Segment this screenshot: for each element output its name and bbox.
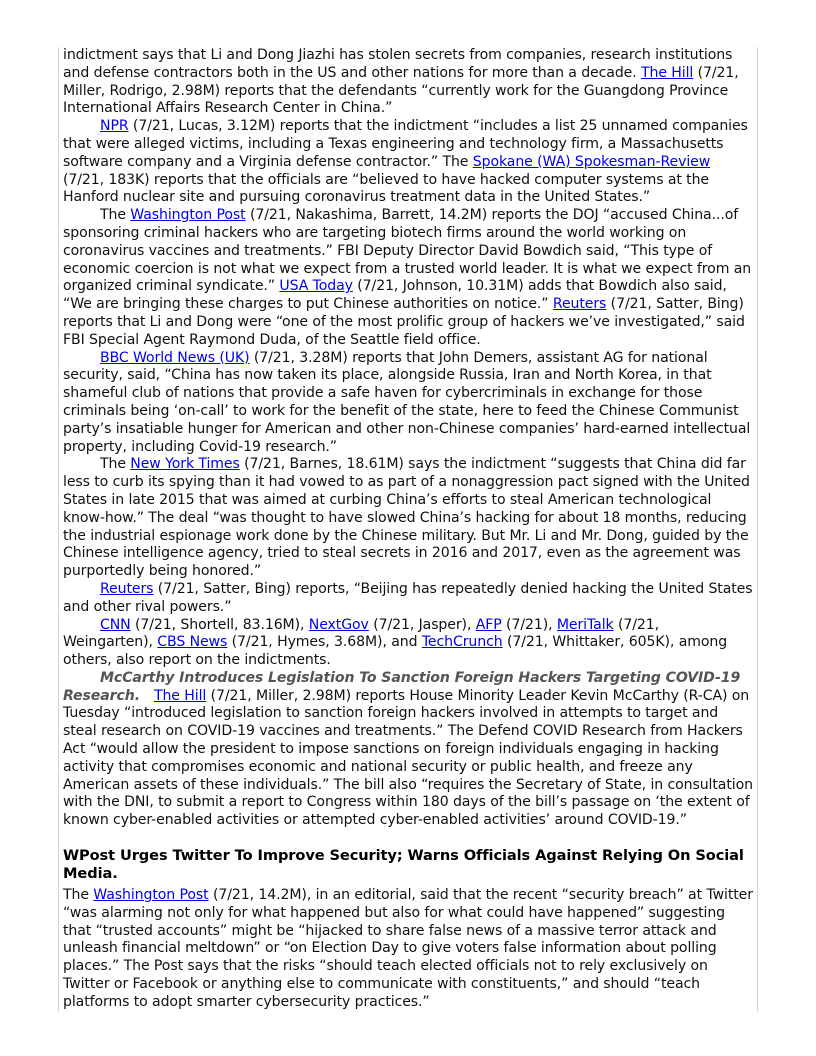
- paragraph-3: The Washington Post (7/21, Nakashima, Barrett, 14.2M) reports the DOJ “accused China...of sponsoring criminal hackers who are targeting biotech firms around the world working on coronavirus vaccines and treatments.” FBI Deputy Director David Bowdich said, “This type of economic coercion is not what we expect from a trusted world leader. It is what we expect from an organized criminal syndicate.” USA Today (7/21, Johnson, 10.31M) adds that Bowdich also said, “We are bringing these charges to put Chinese authorities on notice.” Reuters (7/21, Satter, Bing) reports that Li and Dong were “one of the most prolific group of hackers we’ve investigated,” said FBI Special Agent Raymond Duda, of the Seattle field office.: [63, 207, 752, 348]
- paragraph-7: CNN (7/21, Shortell, 83.16M), NextGov (7/21, Jasper), AFP (7/21), MeriTalk (7/21, Weingarten), CBS News (7/21, Hymes, 3.68M), and TechCrunch (7/21, Whittaker, 605K), among others, also report on the indictments.: [63, 616, 728, 669]
- story-lede-title: McCarthy Introduces Legislation To Sanction Foreign Hackers Targeting COVID-19 Research.: [63, 669, 741, 704]
- link-bbc-world-news[interactable]: BBC World News (UK): [100, 349, 250, 366]
- paragraph-4: BBC World News (UK) (7/21, 3.28M) reports that John Demers, assistant AG for national security, said, “China has now taken its place, alongside Russia, Iran and North Korea, in that shameful club of nations that provide a safe haven for cybercriminals in exchange for those criminals being ‘on-call’ to work for the benefit of the state, here to feed the Chinese Communist party’s insatiable hunger for American and other non-Chinese companies’ hard-earned intellectual property, including Covid-19 research.”: [63, 349, 751, 455]
- section-heading: WPost Urges Twitter To Improve Security; Warns Officials Against Relying On Social Media.: [63, 847, 744, 883]
- link-techcrunch[interactable]: TechCrunch: [421, 634, 503, 651]
- article-body: [63, 47, 753, 1012]
- link-meritalk[interactable]: MeriTalk: [556, 616, 614, 633]
- link-npr[interactable]: NPR: [100, 118, 129, 135]
- link-nextgov[interactable]: NextGov: [308, 616, 369, 633]
- link-the-hill[interactable]: The Hill: [641, 64, 694, 81]
- paragraph-1: indictment says that Li and Dong Jiazhi has stolen secrets from companies, research institutions and defense contractors both in the US and other nations for more than a decade. The Hill (7/21, Miller, Rodrigo, 2.98M) reports that the defendants “currently work for the Guangdong Province International Affairs Research Center in China.”: [63, 47, 739, 117]
- link-washington-post-2[interactable]: Washington Post: [93, 887, 209, 904]
- link-cbs-news[interactable]: CBS News: [157, 634, 228, 651]
- link-usa-today[interactable]: USA Today: [279, 278, 353, 295]
- paragraph-2: NPR (7/21, Lucas, 3.12M) reports that the indictment “includes a list 25 unnamed companies that were alleged victims, including a Texas engineering and technology firm, a Massachusetts software company and a Virginia defense contractor.” The Spokane (WA) Spokesman-Review (7/21, 183K) reports that the officials are “believed to have hacked computer systems at the Hanford nuclear site and pursuing coronavirus treatment data in the United States.”: [63, 118, 748, 206]
- link-reuters-2[interactable]: Reuters: [100, 580, 154, 597]
- link-afp[interactable]: AFP: [475, 616, 502, 633]
- paragraph-8: McCarthy Introduces Legislation To Sanction Foreign Hackers Targeting COVID-19 Research. The Hill (7/21, Miller, 2.98M) reports House Minority Leader Kevin McCarthy (R-CA) on Tuesday “introduced legislation to sanction foreign hackers involved in attempts to target and steal research on COVID-19 vaccines and treatments.” The Defend COVID Research from Hackers Act “would allow the president to impose sanctions on foreign individuals engaging in hacking activity that compromises economic and national security or public health, and freeze any American assets of these individuals.” The bill also “requires the Secretary of State, in consultation with the DNI, to submit a report to Congress within 180 days of the bill’s passage on ‘the extent of known cyber-enabled activities or attempted cyber-enabled activities’ around COVID-19.”: [63, 669, 753, 829]
- paragraph-6: Reuters (7/21, Satter, Bing) reports, “Beijing has repeatedly denied hacking the United States and other rival powers.”: [63, 580, 753, 615]
- link-washington-post[interactable]: Washington Post: [130, 207, 246, 224]
- link-the-hill-2[interactable]: The Hill: [153, 687, 207, 704]
- link-reuters[interactable]: Reuters: [552, 296, 607, 313]
- paragraph-9: The Washington Post (7/21, 14.2M), in an editorial, said that the recent “security breach” at Twitter “was alarming not only for what happened but also for what could have happened” suggesting that “trusted accounts” might be “hijacked to share false news of a massive terror attack and unleash financial meltdown” or “on Election Day to give voters false information about polling places.” The Post says that the risks “should teach elected officials not to rely exclusively on Twitter or Facebook or anything else to communicate with constituents,” and should “teach platforms to adopt smarter cybersecurity practices.”: [63, 887, 753, 1010]
- link-cnn[interactable]: CNN: [100, 616, 131, 633]
- link-new-york-times[interactable]: New York Times: [130, 456, 240, 473]
- link-spokesman-review[interactable]: Spokane (WA) Spokesman-Review: [472, 153, 711, 170]
- paragraph-5: The New York Times (7/21, Barnes, 18.61M) says the indictment “suggests that China did far less to curb its spying than it had vowed to as part of a nonaggression pact signed with the United States in late 2015 that was aimed at curbing China’s efforts to steal American technological know-how.” The deal “was thought to have slowed China’s hacking for about 18 months, reducing the industrial espionage work done by the Chinese military. But Mr. Li and Mr. Dong, guided by the Chinese intelligence agency, tried to steal secrets in 2016 and 2017, even as the agreement was purportedly being honored.”: [63, 456, 750, 580]
